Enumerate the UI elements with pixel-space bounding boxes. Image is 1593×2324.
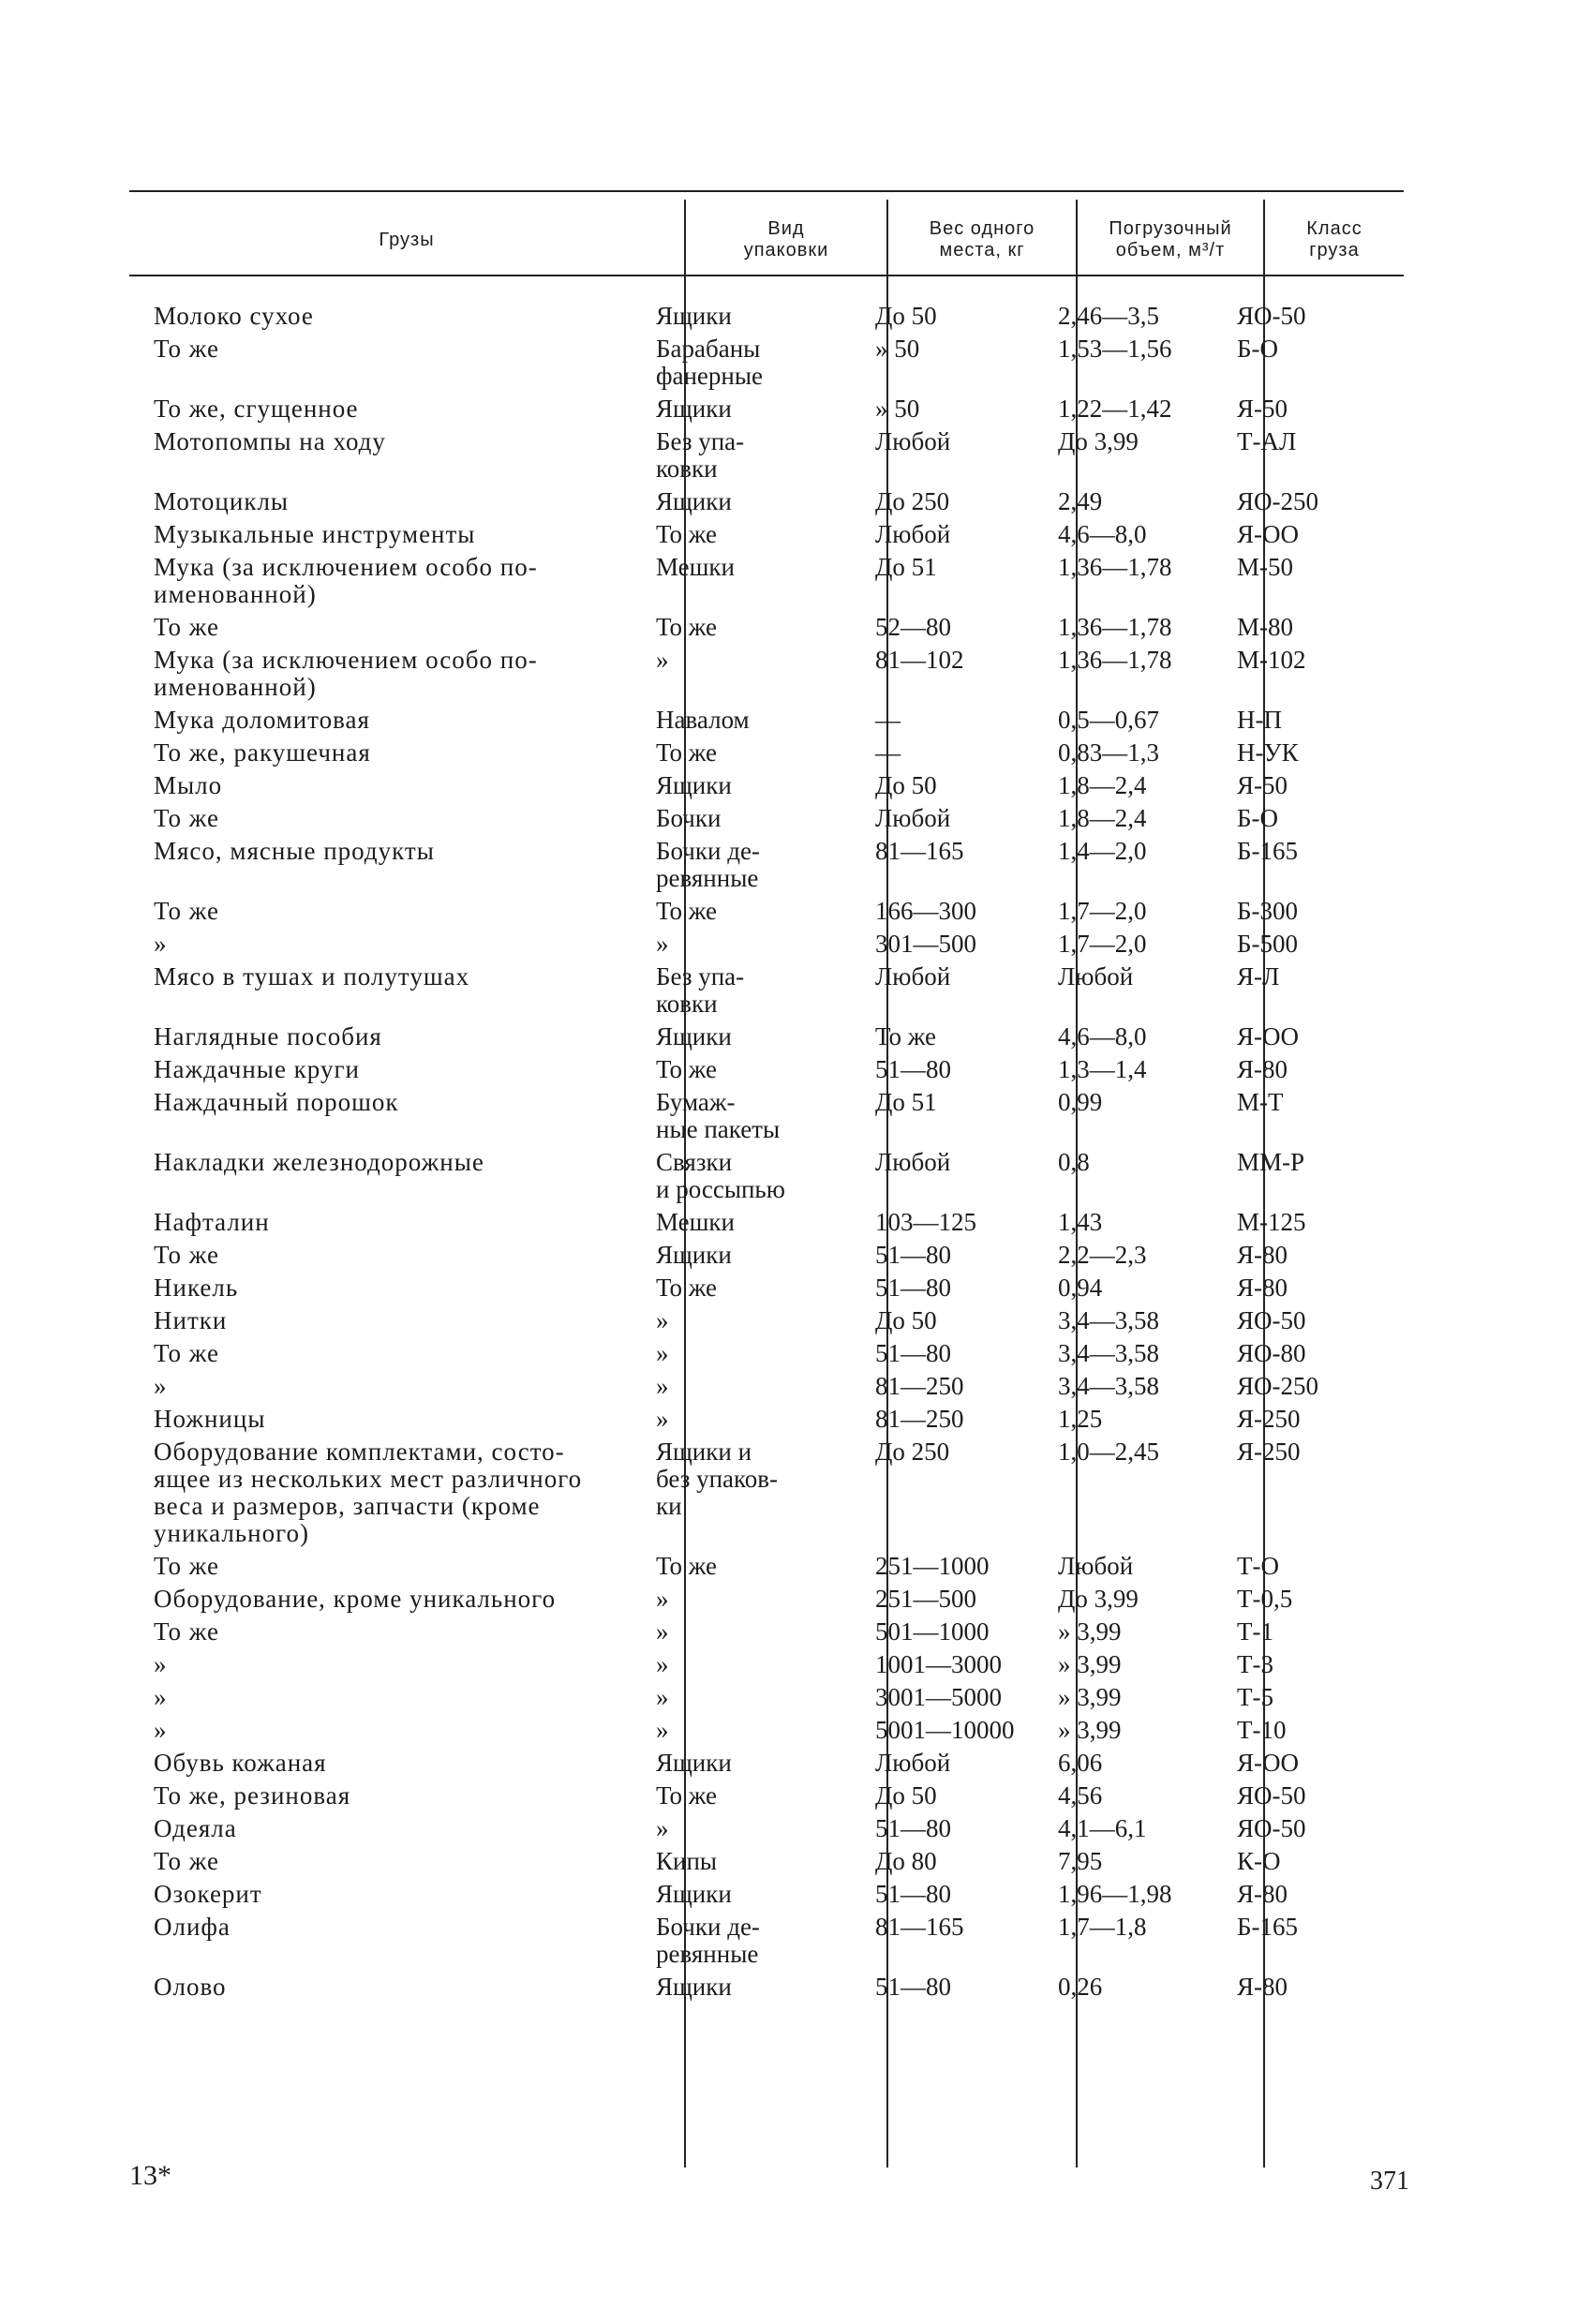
cell-cargo: Мясо, мясные продукты	[154, 837, 435, 865]
header-weight: Вес одного места, кг	[929, 218, 1035, 261]
table-row	[129, 1209, 1404, 1236]
table-row	[129, 1848, 1404, 1875]
table-row	[129, 1242, 1404, 1269]
cell-class: Б-165	[1237, 837, 1298, 865]
cell-packaging: Ящики	[656, 1022, 732, 1050]
table-row	[129, 898, 1404, 925]
cell-weight: 251—500	[875, 1585, 976, 1613]
cell-weight: —	[875, 706, 901, 734]
cell-class: Я-80	[1237, 1973, 1288, 2001]
cell-packaging: Бочки де- ревянные	[656, 1913, 760, 1968]
table-row	[129, 1651, 1404, 1678]
cell-volume: 1,3—1,4	[1058, 1055, 1147, 1083]
table-header-rule	[129, 275, 1404, 276]
cell-weight: 51—80	[875, 1055, 951, 1083]
table-row	[129, 335, 1404, 390]
cell-weight: —	[875, 738, 901, 767]
cell-class: Я-ОО	[1237, 520, 1299, 548]
cell-packaging: Ящики	[656, 1241, 732, 1269]
cell-class: ММ-Р	[1237, 1148, 1305, 1176]
cell-class: Б-О	[1237, 335, 1278, 363]
cell-volume: 4,56	[1058, 1781, 1103, 1810]
cell-packaging: Ящики и без упаков- ки	[656, 1438, 779, 1520]
cell-volume: » 3,99	[1058, 1716, 1122, 1744]
cell-packaging: Без упа- ковки	[656, 427, 745, 483]
cell-volume: 1,36—1,78	[1058, 613, 1172, 641]
cell-weight: 1001—3000	[875, 1650, 1002, 1678]
cell-weight: Любой	[875, 1749, 951, 1777]
table-row	[129, 739, 1404, 767]
cell-class: Т-АЛ	[1237, 427, 1297, 455]
cell-weight: Любой	[875, 804, 951, 832]
table-row	[129, 772, 1404, 799]
cell-packaging: »	[656, 930, 669, 958]
cell-volume: » 3,99	[1058, 1617, 1122, 1646]
cell-class: Т-5	[1237, 1683, 1273, 1711]
cell-volume: 0,99	[1058, 1088, 1103, 1116]
cell-packaging: Связки и россыпью	[656, 1148, 785, 1203]
cell-class: Б-165	[1237, 1913, 1298, 1941]
table-row	[129, 1750, 1404, 1777]
cell-cargo: То же	[154, 897, 219, 925]
cell-volume: 2,2—2,3	[1058, 1241, 1147, 1269]
cell-weight: 81—250	[875, 1372, 964, 1400]
cell-packaging: Ящики	[656, 487, 732, 515]
cell-packaging: »	[656, 1306, 669, 1334]
header-volume: Погрузочный объем, м³/т	[1109, 218, 1232, 261]
table-row	[129, 931, 1404, 958]
cell-class: Т-3	[1237, 1650, 1273, 1678]
table-body	[129, 303, 1404, 2006]
cell-class: ЯО-50	[1237, 1814, 1306, 1842]
table-row	[129, 1815, 1404, 1842]
cell-cargo: Музыкальные инструменты	[154, 520, 476, 548]
cell-packaging: »	[656, 1716, 669, 1744]
cell-cargo: Накладки железнодорожные	[154, 1148, 484, 1176]
cell-class: Я-80	[1237, 1055, 1288, 1083]
cell-cargo: Мотопомпы на ходу	[154, 427, 386, 455]
cell-class: Б-300	[1237, 897, 1298, 925]
cell-weight: До 51	[875, 1088, 937, 1116]
cell-class: М-50	[1237, 553, 1293, 581]
cell-volume: До 3,99	[1058, 427, 1139, 455]
cell-class: Я-80	[1237, 1880, 1288, 1908]
cell-weight: До 51	[875, 553, 937, 581]
cell-volume: 1,53—1,56	[1058, 335, 1172, 363]
cell-cargo: То же, ракушечная	[154, 738, 371, 767]
cell-volume: Любой	[1058, 962, 1134, 991]
cell-weight: 81—165	[875, 1913, 964, 1941]
cell-class: М-125	[1237, 1208, 1306, 1236]
cell-cargo: То же	[154, 804, 219, 832]
cell-weight: До 80	[875, 1847, 937, 1875]
cell-class: Б-О	[1237, 804, 1278, 832]
cell-cargo: То же	[154, 1552, 219, 1580]
table-row	[129, 1056, 1404, 1083]
cell-cargo: Озокерит	[154, 1880, 262, 1908]
cell-packaging: То же	[656, 520, 717, 548]
cell-cargo: Одеяла	[154, 1814, 237, 1842]
table-row	[129, 1438, 1404, 1547]
cell-class: Т-0,5	[1237, 1585, 1293, 1613]
cell-packaging: »	[656, 1339, 669, 1367]
cell-class: Я-80	[1237, 1241, 1288, 1269]
cell-volume: 1,7—1,8	[1058, 1913, 1147, 1941]
cell-packaging: »	[656, 646, 669, 674]
cell-packaging: Бумаж- ные пакеты	[656, 1088, 781, 1143]
cell-volume: 0,5—0,67	[1058, 706, 1159, 734]
cell-packaging: То же	[656, 897, 717, 925]
cell-packaging: »	[656, 1405, 669, 1433]
table-row	[129, 1149, 1404, 1203]
cell-weight: 3001—5000	[875, 1683, 1002, 1711]
cell-weight: До 250	[875, 487, 950, 515]
cell-packaging: То же	[656, 1552, 717, 1580]
cell-volume: 1,25	[1058, 1405, 1103, 1433]
table-top-rule	[129, 190, 1404, 192]
cell-packaging: Ящики	[656, 1880, 732, 1908]
cell-cargo: Оборудование комплектами, состо- ящее из нескольких мест различного веса и размеров, запчасти (кроме уникального)	[154, 1438, 583, 1547]
cell-packaging: То же	[656, 1274, 717, 1302]
cell-packaging: Ящики	[656, 395, 732, 423]
cell-cargo: Мотоциклы	[154, 487, 290, 515]
table-row	[129, 1089, 1404, 1143]
table-row	[129, 554, 1404, 608]
cell-cargo: Мука доломитовая	[154, 706, 370, 734]
cell-class: Н-П	[1237, 706, 1282, 734]
cell-class: ЯО-250	[1237, 1372, 1318, 1400]
cell-class: ЯО-250	[1237, 487, 1318, 515]
cell-class: Н-УК	[1237, 738, 1299, 767]
cell-weight: 52—80	[875, 613, 951, 641]
cell-packaging: Ящики	[656, 1973, 732, 2001]
cell-packaging: Ящики	[656, 1749, 732, 1777]
cell-class: Т-О	[1237, 1552, 1279, 1580]
cell-class: М-80	[1237, 613, 1293, 641]
cell-volume: 1,96—1,98	[1058, 1880, 1172, 1908]
table-row	[129, 1914, 1404, 1968]
cell-weight: 81—102	[875, 646, 964, 674]
cell-weight: 251—1000	[875, 1552, 990, 1580]
table-row	[129, 963, 1404, 1018]
cell-volume: 2,46—3,5	[1058, 302, 1159, 330]
cell-class: Я-Л	[1237, 962, 1280, 991]
cell-cargo: Наглядные пособия	[154, 1022, 382, 1050]
cell-class: Я-50	[1237, 771, 1288, 799]
cell-volume: 0,26	[1058, 1973, 1103, 2001]
cell-class: Т-10	[1237, 1716, 1287, 1744]
table-row	[129, 1782, 1404, 1810]
table-row	[129, 1373, 1404, 1400]
cell-weight: 51—80	[875, 1880, 951, 1908]
cell-weight: 51—80	[875, 1339, 951, 1367]
cell-weight: Любой	[875, 1148, 951, 1176]
cell-packaging: То же	[656, 1781, 717, 1810]
cell-class: Я-80	[1237, 1274, 1288, 1302]
cell-cargo: Наждачный порошок	[154, 1088, 399, 1116]
cell-class: М-102	[1237, 646, 1306, 674]
cell-volume: » 3,99	[1058, 1683, 1122, 1711]
cell-cargo: То же	[154, 1847, 219, 1875]
cell-volume: 1,8—2,4	[1058, 804, 1147, 832]
cell-cargo: »	[154, 1683, 168, 1711]
cell-weight: » 50	[875, 335, 920, 363]
cell-volume: 4,1—6,1	[1058, 1814, 1147, 1842]
table-row	[129, 707, 1404, 734]
cell-volume: 0,94	[1058, 1274, 1103, 1302]
cell-packaging: Бочки де- ревянные	[656, 837, 760, 892]
cell-packaging: То же	[656, 738, 717, 767]
cell-volume: 1,36—1,78	[1058, 646, 1172, 674]
cell-weight: Любой	[875, 427, 951, 455]
cell-cargo: То же	[154, 1241, 219, 1269]
cell-cargo: Нафталин	[154, 1208, 270, 1236]
cell-weight: 51—80	[875, 1274, 951, 1302]
cell-class: ЯО-80	[1237, 1339, 1306, 1367]
table-row	[129, 395, 1404, 423]
cell-cargo: »	[154, 1372, 168, 1400]
table-row	[129, 1586, 1404, 1613]
cell-weight: 103—125	[875, 1208, 976, 1236]
table-row	[129, 488, 1404, 515]
cell-packaging: Кипы	[656, 1847, 718, 1875]
cell-class: К-О	[1237, 1847, 1281, 1875]
cell-volume: 0,8	[1058, 1148, 1090, 1176]
table-row	[129, 521, 1404, 548]
cell-cargo: »	[154, 930, 168, 958]
cell-volume: 1,36—1,78	[1058, 553, 1172, 581]
cell-volume: 7,95	[1058, 1847, 1103, 1875]
cell-volume: 1,7—2,0	[1058, 897, 1147, 925]
table-row	[129, 838, 1404, 892]
cell-cargo: Нитки	[154, 1306, 228, 1334]
cell-weight: 501—1000	[875, 1617, 990, 1646]
cell-packaging: Мешки	[656, 553, 735, 581]
cell-packaging: »	[656, 1814, 669, 1842]
cell-volume: 3,4—3,58	[1058, 1306, 1159, 1334]
cell-packaging: Навалом	[656, 706, 750, 734]
header-class: Класс груза	[1306, 218, 1362, 261]
table-row	[129, 1974, 1404, 2001]
cell-volume: » 3,99	[1058, 1650, 1122, 1678]
cell-packaging: Ящики	[656, 302, 732, 330]
cell-weight: Любой	[875, 520, 951, 548]
cell-volume: 3,4—3,58	[1058, 1372, 1159, 1400]
table-row	[129, 1553, 1404, 1580]
table-row	[129, 1274, 1404, 1302]
cell-class: ЯО-50	[1237, 302, 1306, 330]
cell-weight: 166—300	[875, 897, 976, 925]
cell-weight: До 50	[875, 1781, 937, 1810]
cell-volume: 1,0—2,45	[1058, 1438, 1159, 1466]
cell-class: Т-1	[1237, 1617, 1273, 1646]
table-row	[129, 303, 1404, 330]
cell-packaging: То же	[656, 1055, 717, 1083]
table-row	[129, 1717, 1404, 1744]
cell-packaging: »	[656, 1372, 669, 1400]
signature-mark: 13*	[129, 2160, 171, 2191]
cell-packaging: »	[656, 1650, 669, 1678]
cell-cargo: Оборудование, кроме уникального	[154, 1585, 557, 1613]
cell-volume: 3,4—3,58	[1058, 1339, 1159, 1367]
cell-cargo: Олифа	[154, 1913, 231, 1941]
cell-volume: 4,6—8,0	[1058, 1022, 1147, 1050]
cell-weight: 301—500	[875, 930, 976, 958]
cell-class: Б-500	[1237, 930, 1298, 958]
cell-weight: » 50	[875, 395, 920, 423]
cell-volume: 1,4—2,0	[1058, 837, 1147, 865]
cell-cargo: Олово	[154, 1973, 227, 2001]
cell-packaging: Бочки	[656, 804, 722, 832]
cell-weight: До 50	[875, 1306, 937, 1334]
cell-volume: 1,22—1,42	[1058, 395, 1172, 423]
table-row	[129, 647, 1404, 701]
cell-cargo: То же	[154, 1617, 219, 1646]
cell-cargo: Никель	[154, 1274, 239, 1302]
cell-class: М-Т	[1237, 1088, 1284, 1116]
table-row	[129, 1684, 1404, 1711]
cell-class: ЯО-50	[1237, 1306, 1306, 1334]
cell-packaging: То же	[656, 613, 717, 641]
cell-weight: 51—80	[875, 1973, 951, 2001]
header-cargo: Грузы	[379, 229, 435, 250]
header-packaging: Вид упаковки	[743, 218, 829, 261]
cell-weight: Любой	[875, 962, 951, 991]
cell-cargo: »	[154, 1716, 168, 1744]
cell-cargo: То же	[154, 613, 219, 641]
cell-weight: До 50	[875, 771, 937, 799]
cell-packaging: Барабаны фанерные	[656, 335, 763, 390]
cell-weight: До 50	[875, 302, 937, 330]
cell-volume: 1,8—2,4	[1058, 771, 1147, 799]
cell-packaging: »	[656, 1683, 669, 1711]
cell-weight: 5001—10000	[875, 1716, 1015, 1744]
cell-cargo: Наждачные круги	[154, 1055, 360, 1083]
cell-cargo: То же	[154, 1339, 219, 1367]
cell-weight: 51—80	[875, 1814, 951, 1842]
cell-volume: 0,83—1,3	[1058, 738, 1159, 767]
cell-volume: 6,06	[1058, 1749, 1103, 1777]
table-row	[129, 614, 1404, 641]
cell-class: ЯО-50	[1237, 1781, 1306, 1810]
cell-weight: До 250	[875, 1438, 950, 1466]
cell-weight: То же	[875, 1022, 936, 1050]
cell-cargo: То же	[154, 335, 219, 363]
cell-volume: До 3,99	[1058, 1585, 1139, 1613]
cell-volume: Любой	[1058, 1552, 1134, 1580]
cell-weight: 51—80	[875, 1241, 951, 1269]
cell-cargo: Молоко сухое	[154, 302, 314, 330]
table-row	[129, 805, 1404, 832]
cell-cargo: Ножницы	[154, 1405, 266, 1433]
cell-weight: 81—250	[875, 1405, 964, 1433]
page-number: 371	[1370, 2167, 1409, 2196]
cell-class: Я-250	[1237, 1405, 1301, 1433]
cell-class: Я-50	[1237, 395, 1288, 423]
cell-cargo: Мыло	[154, 771, 223, 799]
cell-cargo: Мука (за исключением особо по- именованной)	[154, 646, 538, 701]
cell-cargo: То же, резиновая	[154, 1781, 351, 1810]
table-row	[129, 1881, 1404, 1908]
cell-cargo: Обувь кожаная	[154, 1749, 327, 1777]
cell-cargo: »	[154, 1650, 168, 1678]
cell-weight: 81—165	[875, 837, 964, 865]
cell-volume: 4,6—8,0	[1058, 520, 1147, 548]
cell-packaging: Без упа- ковки	[656, 962, 745, 1018]
cell-class: Я-250	[1237, 1438, 1301, 1466]
table-row	[129, 1307, 1404, 1334]
cell-cargo: Мясо в тушах и полутушах	[154, 962, 470, 991]
cell-packaging: »	[656, 1617, 669, 1646]
cell-packaging: Мешки	[656, 1208, 735, 1236]
table-row	[129, 1340, 1404, 1367]
cell-volume: 2,49	[1058, 487, 1103, 515]
cell-packaging: Ящики	[656, 771, 732, 799]
cell-volume: 1,7—2,0	[1058, 930, 1147, 958]
cell-packaging: »	[656, 1585, 669, 1613]
cell-cargo: То же, сгущенное	[154, 395, 359, 423]
cell-cargo: Мука (за исключением особо по- именованной)	[154, 553, 538, 608]
table-row	[129, 1618, 1404, 1646]
cell-class: Я-ОО	[1237, 1022, 1299, 1050]
cell-class: Я-ОО	[1237, 1749, 1299, 1777]
table-row	[129, 428, 1404, 483]
cell-volume: 1,43	[1058, 1208, 1103, 1236]
table-row	[129, 1406, 1404, 1433]
table-row	[129, 1023, 1404, 1050]
